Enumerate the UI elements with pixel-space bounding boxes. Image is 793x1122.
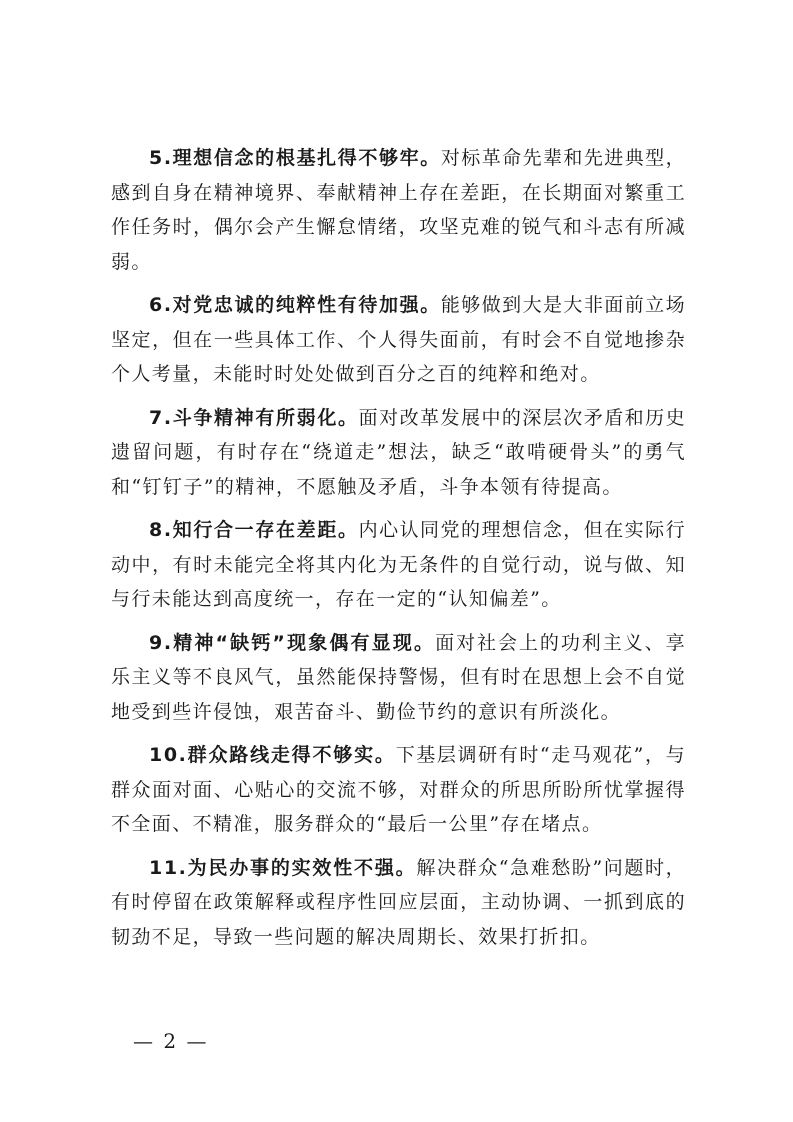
paragraph-text: 面对社会上的功利主义、享乐主义等不良风气，虽然能保持警惕，但有时在思想上会不自觉地受到些许侵蚀，艰苦奋斗、勤俭节约的意识有所淡化。 [111,631,686,723]
paragraph-text: 对标革命先辈和先进典型，感到自身在精神境界、奉献精神上存在差距，在长期面对繁重工作任务时，偶尔会产生懈怠情绪，攻坚克难的锐气和斗志有所减弱。 [111,147,686,273]
paragraph-text: 下基层调研有时“走马观花”，与群众面对面、心贴心的交流不够，对群众的所思所盼所忧掌握得不全面、不精准，服务群众的“最后一公里”存在堵点。 [111,744,686,835]
paragraph-5 [111,141,686,279]
paragraph-text: 解决群众“急难愁盼”问题时，有时停留在政策解释或程序性回应层面，主动协调、一抓到底的韧劲不足，导致一些问题的解决周期长、效果打折扣。 [111,856,687,948]
paragraph-heading: 11.为民办事的实效性不强。 [149,856,417,879]
paragraph-6 [111,288,686,392]
paragraph-7 [111,401,686,505]
paragraph-heading: 9.精神“缺钙”现象偶有显现。 [149,631,436,654]
paragraph-heading: 8.知行合一存在差距。 [149,519,359,541]
paragraph-text: 能够做到大是大非面前立场坚定，但在一些具体工作、个人得失面前，有时会不自觉地掺杂个人考量，未能时时处处做到百分之百的纯粹和绝对。 [111,294,686,385]
paragraph-11 [111,851,686,955]
paragraph-heading: 5.理想信念的根基扎得不够牢。 [149,147,441,169]
paragraph-heading: 10.群众路线走得不够实。 [149,744,396,766]
paragraph-9 [111,626,686,730]
paragraph-10 [111,738,686,842]
paragraph-heading: 6.对党忠诚的纯粹性有待加强。 [149,294,441,316]
document-body [111,141,686,954]
paragraph-text: 面对改革发展中的深层次矛盾和历史遗留问题，有时存在“绕道走”想法，缺乏“敢啃硬骨头”的勇气和“钉钉子”的精神，不愿触及矛盾，斗争本领有待提高。 [111,406,687,498]
page-number: — 2 — [133,1029,209,1053]
paragraph-8 [111,513,686,617]
paragraph-heading: 7.斗争精神有所弱化。 [149,406,359,429]
paragraph-text: 内心认同党的理想信念，但在实际行动中，有时未能完全将其内化为无条件的自觉行动，说与做、知与行未能达到高度统一，存在一定的“认知偏差”。 [111,519,687,610]
